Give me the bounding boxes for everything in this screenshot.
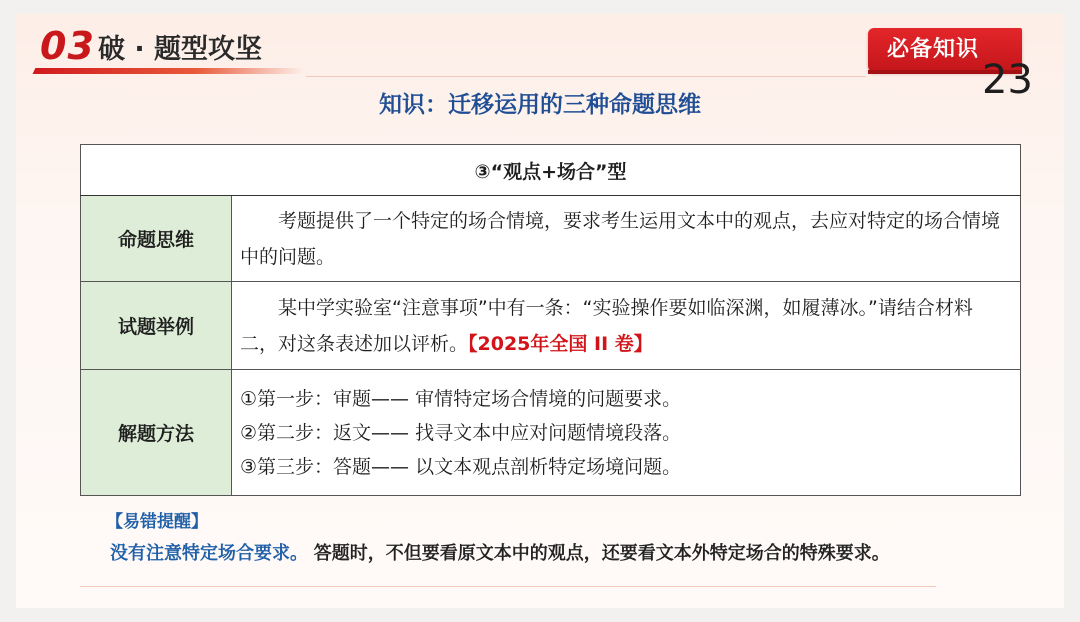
row-content-method — [232, 370, 1021, 496]
row-label-example: 试题举例 — [81, 282, 232, 370]
header-divider — [306, 76, 866, 77]
table-row — [81, 282, 1021, 370]
row-content-thinking: 考题提供了一个特定的场合情境，要求考生运用文本中的观点，去应对特定的场合情境中的问题。 — [232, 196, 1021, 282]
method-step-2: ②第二步：返文—— 找寻文本中应对问题情境段落。 — [240, 421, 682, 444]
tip-heading: 【易错提醒】 — [106, 512, 208, 532]
section-underline-decoration — [33, 68, 306, 74]
method-step-3: ③第三步：答题—— 以文本观点剖析特定场境问题。 — [240, 455, 682, 478]
bottom-divider — [80, 586, 936, 587]
tip-emphasis: 没有注意特定场合要求。 — [110, 543, 308, 564]
slide — [16, 14, 1064, 608]
table-header-row — [81, 145, 1021, 196]
knowledge-title: 知识：迁移运用的三种命题思维 — [379, 92, 701, 118]
section-title: 破 · 题型攻坚 — [98, 34, 263, 65]
row-content-example — [232, 282, 1021, 370]
example-text: 某中学实验室“注意事项”中有一条：“实验操作要如临深渊，如履薄冰。”请结合材料二，对这条表述加以评析。 — [240, 296, 973, 355]
table-row — [81, 196, 1021, 282]
tip-text: 答题时，不但要看原文本中的观点，还要看文本外特定场合的特殊要求。 — [313, 543, 890, 564]
tip-body — [110, 540, 890, 568]
exam-source-tag: 【2025年全国 II 卷】 — [468, 332, 653, 355]
knowledge-table — [80, 144, 1021, 496]
section-number: 03 — [40, 24, 95, 68]
row-label-method: 解题方法 — [81, 370, 232, 496]
table-header: ③“观点+场合”型 — [81, 145, 1021, 196]
badge-label: 必备知识 — [886, 37, 979, 62]
method-step-1: ①第一步：审题—— 审情特定场合情境的问题要求。 — [240, 387, 682, 410]
row-label-thinking: 命题思维 — [81, 196, 232, 282]
table-row — [81, 370, 1021, 496]
page-number: 23 — [982, 57, 1033, 103]
